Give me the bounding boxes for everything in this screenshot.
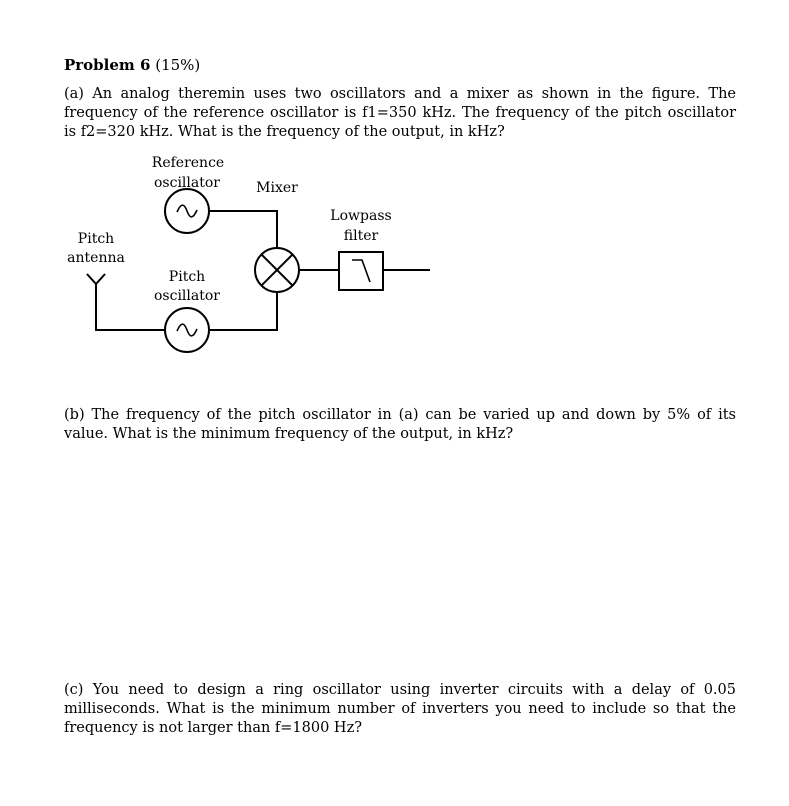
pitch-oscillator-label-1: Pitch bbox=[168, 269, 206, 285]
lowpass-label-1: Lowpass bbox=[330, 208, 392, 224]
part-b-text: (b) The frequency of the pitch oscillator in (a) can be varied up and down by 5% of its value. What is the minimum frequency of the output, in kHz? bbox=[64, 407, 736, 442]
pitch-oscillator-symbol bbox=[165, 308, 209, 352]
mixer-label: Mixer bbox=[256, 180, 298, 196]
pitch-antenna-label-2: antenna bbox=[67, 250, 125, 266]
part-a-text: (a) An analog theremin uses two oscillators and a mixer as shown in the figure. The frequency of the reference oscillator is f1=350 kHz. The frequency of the pitch oscillator is f2=320 kHz. What is the frequency of the output, in kHz? bbox=[64, 86, 736, 140]
reference-oscillator-symbol bbox=[165, 189, 209, 233]
lowpass-filter-symbol bbox=[339, 252, 383, 290]
reference-oscillator-label-1: Reference bbox=[151, 155, 225, 171]
pitch-oscillator-label-2: oscillator bbox=[154, 288, 220, 304]
pitch-antenna-label-1: Pitch bbox=[77, 231, 115, 247]
problem-number: Problem 6 bbox=[64, 56, 151, 74]
lowpass-label-2: filter bbox=[343, 228, 379, 244]
theremin-diagram bbox=[0, 0, 789, 360]
mixer-symbol bbox=[255, 248, 299, 292]
reference-oscillator-label-2: oscillator bbox=[154, 175, 220, 191]
wire-reference-to-mixer bbox=[209, 211, 277, 248]
part-c-text: (c) You need to design a ring oscillator using inverter circuits with a delay of 0.05 milliseconds. What is the minimum number of inverters you need to include so that the frequency is not larger than f=1800 Hz? bbox=[64, 682, 736, 736]
problem-weight: (15%) bbox=[155, 56, 201, 74]
